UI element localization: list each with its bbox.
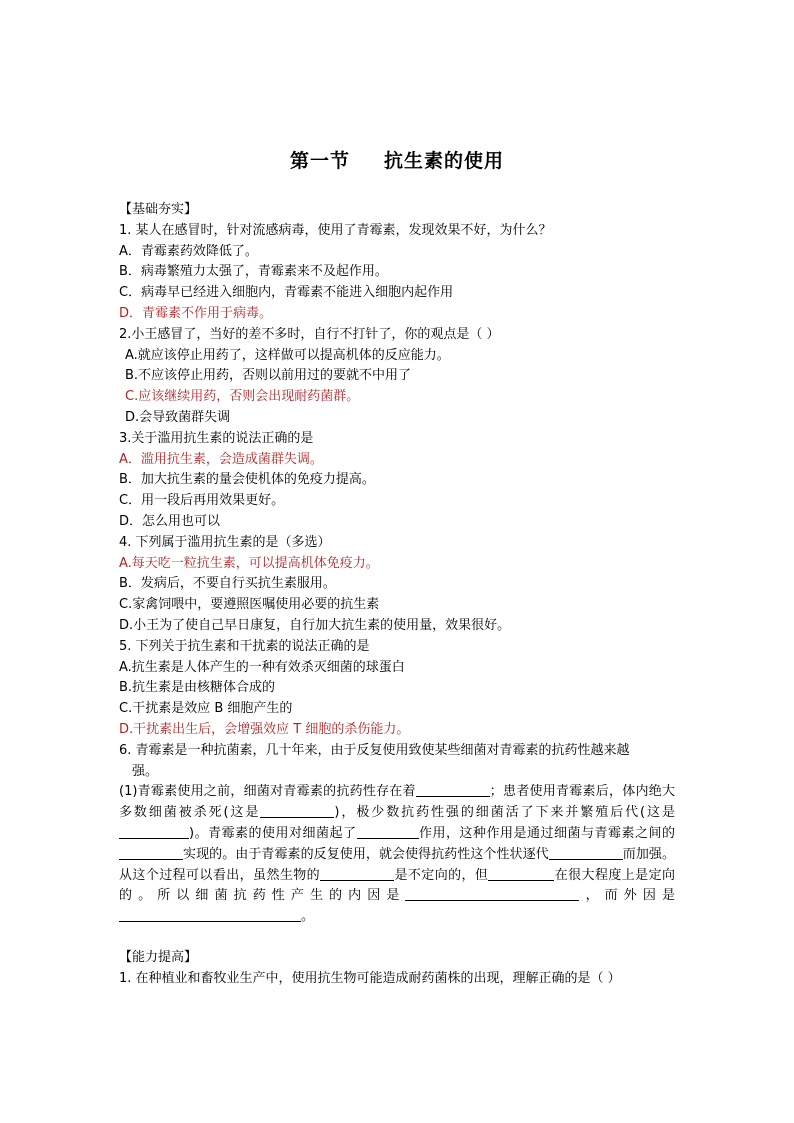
question-6-stem: 6. 青霉素是一种抗菌素，几十年来，由于反复使用致使某些细菌对青霉素的抗药性越来越 [119, 742, 630, 758]
question-1-option-a: A．青霉素药效降低了。 [119, 243, 258, 259]
fill-text-4: )。青霉素的使用对细菌起了 [189, 825, 357, 841]
fill-blank-1[interactable] [416, 782, 490, 797]
question-4-option-a-text: A.每天吃一粒抗生素，可以提高机体免疫力。 [119, 555, 379, 571]
question-1-option-c: C．病毒早已经进入细胞内，青霉素不能进入细胞内起作用 [119, 285, 454, 301]
document-body [119, 200, 675, 989]
question-4-option-c: C.家禽饲喂中，要遵照医嘱使用必要的抗生素 [119, 597, 380, 613]
question-1-option-b: B．病毒繁殖力太强了，青霉素来不及起作用。 [119, 264, 388, 280]
fill-blank-2[interactable] [260, 803, 334, 818]
title-section-name: 抗生素的使用 [384, 150, 505, 172]
fill-blank-4[interactable] [357, 824, 419, 839]
fill-text-8: 是不定向的，但 [394, 867, 489, 883]
fill-blank-7[interactable] [320, 866, 394, 881]
section-spacer [119, 928, 675, 948]
fill-blank-5[interactable] [119, 845, 183, 860]
question-4-option-d: D.小王为了使自己早日康复，自行加大抗生素的使用量，效果很好。 [119, 617, 511, 633]
question-6-stem-continued: 强。 [132, 763, 159, 779]
question-2-option-b: B.不应该停止用药，否则以前用过的要就不中用了 [125, 368, 412, 384]
ability-question-1-stem: 1. 在种植业和畜牧业生产中，使用抗生物可能造成耐药菌株的出现，理解正确的是（ ） [119, 970, 621, 986]
question-3-stem: 3.关于滥用抗生素的说法正确的是 [119, 430, 314, 446]
title-section-number: 第一节 [289, 150, 350, 172]
question-5-option-d: D.干扰素出生后，会增强效应 T 细胞的杀伤能力。 [119, 721, 410, 737]
fill-text-11: 。 [301, 909, 315, 925]
question-1-option-d: D．青霉素不作用于病毒。 [119, 305, 273, 321]
fill-text-7: 而加强。从这个过程可以看出，虽然生物的 [119, 846, 675, 883]
question-5-stem: 5. 下列关于抗生素和干扰素的说法正确的是 [119, 638, 370, 654]
question-5-option-c: C.干扰素是效应 B 细胞产生的 [119, 701, 293, 717]
fill-blank-6[interactable] [549, 845, 623, 860]
fill-text-6: 实现的。由于青霉素的反复使用，就会使得抗药性这个性状逐代 [183, 846, 549, 862]
question-4-option-b: B．发病后，不要自行买抗生素服用。 [119, 576, 336, 592]
question-5-option-a: A.抗生素是人体产生的一种有效杀灭细菌的球蛋白 [119, 659, 405, 675]
question-1-stem: 1. 某人在感冒时，针对流感病毒，使用了青霉素，发现效果不好，为什么？ [119, 222, 552, 238]
fill-text-9: 在很大程度上是定向的。所以细菌抗药性产生的内因是 [119, 867, 675, 904]
section-heading-basic: 【基础夯实】 [119, 202, 198, 217]
question-4-stem: 4. 下列属于滥用抗生素的是（多选） [119, 534, 331, 550]
question-3-option-c: C．用一段后再用效果更好。 [119, 493, 285, 509]
fill-blank-3[interactable] [119, 824, 189, 839]
question-2-option-a: A.就应该停止用药了，这样做可以提高机体的反应能力。 [125, 347, 450, 363]
section-heading-ability: 【能力提高】 [119, 949, 198, 965]
page-title [0, 146, 794, 173]
fill-blank-8[interactable] [488, 866, 554, 881]
fill-text-10: ，而外因是 [579, 888, 675, 904]
fill-text-1: (1)青霉素使用之前，细菌对青霉素的抗药性存在着 [119, 784, 416, 800]
fill-blank-9[interactable] [405, 886, 579, 901]
fill-blank-10[interactable] [119, 907, 301, 922]
fill-text-2: ；患者使用青霉素后，体内绝大多数细菌被杀死(这是 [119, 784, 675, 821]
fill-text-5: 作用，这种作用是通过细菌与青霉素之间的 [418, 825, 675, 841]
question-2-option-d: D.会导致菌群失调 [125, 409, 231, 425]
question-3-option-a: A．滥用抗生素，会造成菌群失调。 [119, 451, 323, 467]
question-2-option-c: C.应该继续用药，否则会出现耐药菌群。 [125, 389, 360, 405]
question-2-stem: 2.小王感冒了，当好的差不多时，自行不打针了，你的观点是（ ） [119, 326, 500, 342]
question-4-option-a [119, 554, 675, 575]
question-3-option-d: D．怎么用也可以 [119, 513, 221, 529]
question-3-option-b: B．加大抗生素的量会使机体的免疫力提高。 [119, 472, 375, 488]
fill-text-3: )，极少数抗药性强的细菌活了下来并繁殖后代(这是 [334, 805, 675, 821]
question-6-fill-paragraph [119, 782, 675, 928]
question-5-option-b: B.抗生素是由核糖体合成的 [119, 680, 276, 696]
